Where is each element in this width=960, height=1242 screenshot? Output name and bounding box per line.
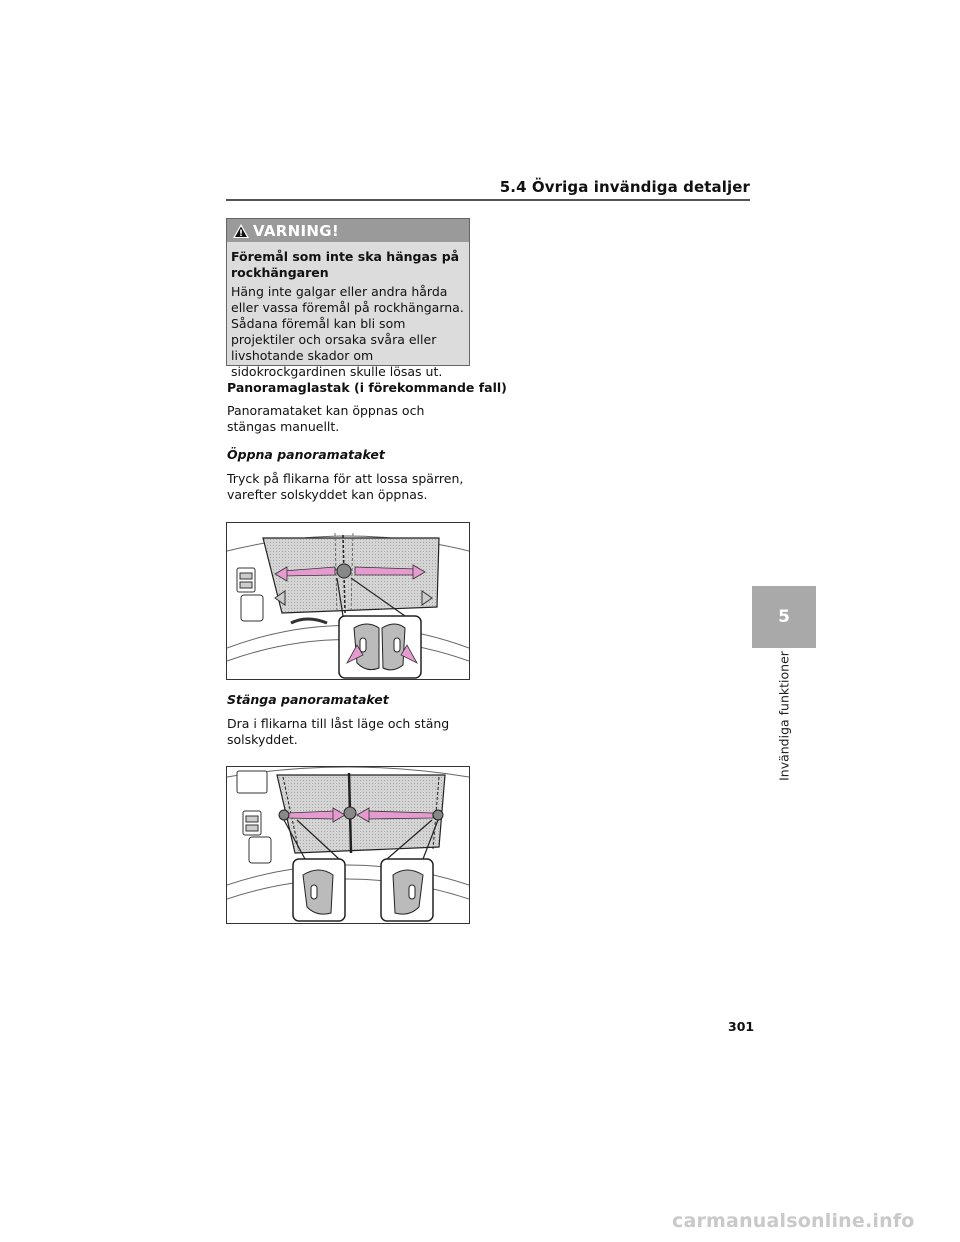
intro-text: Panoramataket kan öppnas och stängas manuellt. (227, 403, 425, 434)
chapter-side-label: Invändiga funktioner (776, 651, 792, 781)
page-number: 301 (728, 1019, 755, 1034)
chapter-number: 5 (778, 607, 790, 627)
warning-title: Föremål som inte ska hängas på rockhängaren (231, 249, 460, 280)
close-roof-illustration (226, 766, 470, 924)
warning-triangle-icon (232, 223, 250, 239)
close-text: Dra i flikarna till låst läge och stäng solskyddet. (227, 716, 450, 747)
open-text: Tryck på flikarna för att lossa spärren, varefter solskyddet kan öppnas. (227, 471, 464, 502)
watermark: carmanualsonline.info (672, 1210, 915, 1232)
open-roof-illustration (226, 522, 470, 680)
warning-body: Häng inte galgar eller andra hårda eller vassa föremål på rockhängarna. Sådana föremål kan bli som projektiler och orsaka svåra eller livshotande skador om sidokrockgardinen skulle lösas ut. (231, 284, 464, 379)
warning-box (226, 218, 470, 379)
warning-label: VARNING! (253, 221, 339, 240)
section-title: 5.4 Övriga invändiga detaljer (499, 178, 750, 196)
open-heading: Öppna panoramataket (227, 447, 385, 462)
chapter-tab (752, 586, 816, 648)
header-divider (226, 199, 750, 201)
warning-bar (227, 219, 469, 242)
close-heading: Stänga panoramataket (227, 692, 389, 707)
section-heading: Panoramaglastak (i förekommande fall) (227, 380, 507, 395)
page-header (226, 178, 750, 202)
